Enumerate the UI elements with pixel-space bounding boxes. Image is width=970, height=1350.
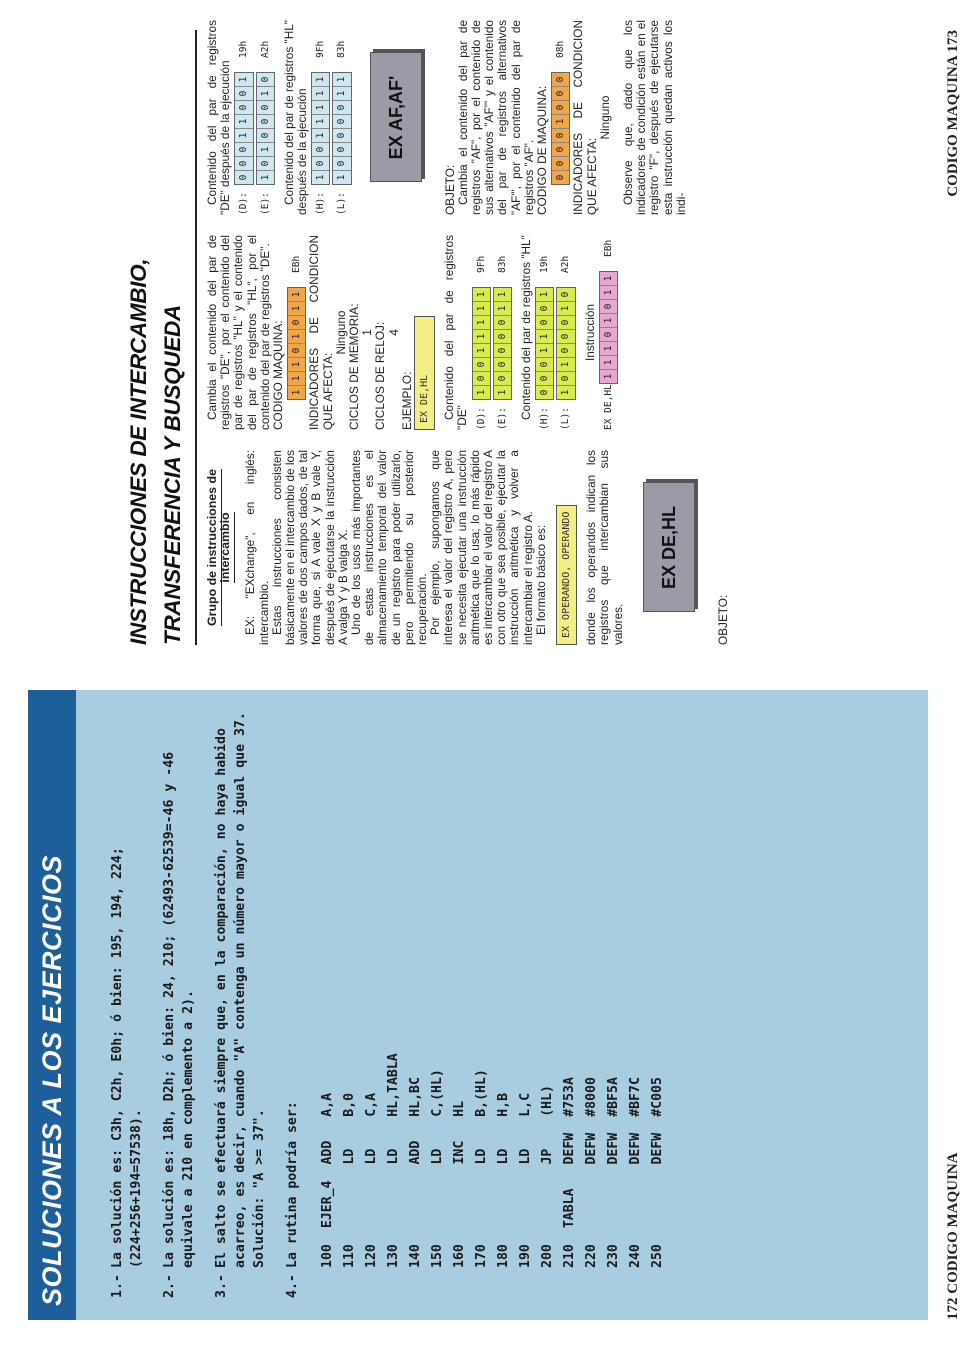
- bit-cell: 0: [557, 371, 574, 385]
- operand: #BF7C: [627, 1077, 643, 1117]
- solution-item: [212, 698, 269, 1298]
- instruccion-bits: [599, 271, 618, 384]
- bit-cell: 0: [552, 128, 569, 142]
- solution-number: 3.-: [214, 1274, 229, 1298]
- solution-text: La solución es: C3h, C2h, E0h; ó bien: 195, 194, 224; (224+256+194=57538).: [110, 839, 144, 1268]
- bit-cell: 0: [552, 170, 569, 184]
- codigo-hex: 08h: [555, 40, 567, 58]
- bit-cell: 1: [288, 329, 305, 343]
- operand: #C005: [649, 1077, 665, 1117]
- bit-cell: 1: [600, 272, 617, 285]
- register-hex: 9Fh: [475, 255, 487, 273]
- page-footer-left: 172 CODIGO MAQUINA: [945, 1152, 961, 1320]
- page-footer-right: CODIGO MAQUINA 173: [945, 30, 961, 197]
- code-line: [492, 1037, 514, 1268]
- register-bits: [556, 287, 575, 400]
- bit-cell: 1: [494, 301, 511, 315]
- bit-cell: 1: [600, 313, 617, 327]
- mnemonic: DEFW: [605, 1132, 621, 1165]
- code-line: [404, 1037, 426, 1268]
- code-line: [624, 1037, 646, 1268]
- indicadores-label: INDICADORES DE CONDICION QUE AFECTA:: [571, 20, 599, 215]
- line-number: 200: [539, 1244, 555, 1268]
- code-label: [382, 1165, 404, 1229]
- instruccion-row: [599, 235, 618, 430]
- code-line: [558, 1037, 580, 1268]
- bit-cell: 1: [557, 301, 574, 315]
- code-line: [338, 1037, 360, 1268]
- code-line: [646, 1037, 668, 1268]
- bit-cell: 1: [312, 170, 329, 184]
- bit-cell: 0: [257, 73, 274, 86]
- line-number: 100: [319, 1244, 335, 1268]
- paragraph: donde los operandos indican los registros que intercambian sus valores.: [584, 450, 625, 645]
- code-label: [624, 1165, 646, 1229]
- mnemonic: LD: [385, 1148, 401, 1165]
- column-2: [206, 235, 620, 430]
- mnemonic: LD: [363, 1148, 379, 1165]
- paragraph: Por ejemplo, supongamos que interesa el valor del registro A, pero se necesita ejecutar una instrucción aritmética que lo usa; lo más rápido es intercambiar el valor del registro A con otro que sea posible, ejecutar la instrucción aritmética y volver a intercambiar el registro A.: [428, 450, 535, 645]
- code-label: [470, 1165, 492, 1229]
- objeto-label: OBJETO:: [715, 594, 730, 645]
- bit-cell: 1: [235, 128, 252, 142]
- codigo-bits: [287, 287, 306, 400]
- ex-af-heading: EX AF,AF': [370, 53, 422, 183]
- solutions-title: SOLUCIONES A LOS EJERCICIOS: [28, 690, 76, 1320]
- code-label: TABLA: [561, 1188, 577, 1229]
- register-row: [556, 235, 575, 430]
- bit-cell: 1: [288, 371, 305, 385]
- line-number: 160: [451, 1244, 467, 1268]
- operand: #8000: [583, 1077, 599, 1117]
- bit-cell: 0: [333, 156, 350, 170]
- indicadores-value: Ninguno: [597, 95, 612, 140]
- bit-cell: 0: [235, 86, 252, 100]
- solution-item: [283, 698, 302, 1298]
- code-label: [602, 1165, 624, 1229]
- register-name: (D):: [238, 192, 250, 215]
- bit-cell: 0: [235, 170, 252, 184]
- code-label: [404, 1165, 426, 1229]
- bit-cell: 0: [557, 288, 574, 301]
- operand: (HL): [539, 1085, 555, 1117]
- bit-cell: 1: [333, 86, 350, 100]
- codigo-maquina-row: [287, 235, 306, 430]
- register-name: (E):: [496, 407, 508, 430]
- instruccion-name: EX DE,HL: [602, 384, 614, 430]
- bit-cell: 1: [536, 343, 553, 357]
- title-line-1: INSTRUCCIONES DE INTERCAMBIO,: [126, 258, 151, 645]
- codigo-hex: EBh: [291, 255, 303, 273]
- bit-cell: 0: [288, 343, 305, 357]
- bit-cell: 0: [288, 315, 305, 329]
- mnemonic: LD: [517, 1148, 533, 1165]
- paragraph: Cambia el contenido del par de registros "AF", por el contenido de sus alternativos "AF'" y el contenido del par de registros alternativos "AF'", por el contenido del par de registros "AF".: [455, 20, 536, 215]
- bit-cell: 1: [257, 86, 274, 100]
- objeto-label: OBJETO:: [442, 164, 457, 215]
- register-hex: 83h: [336, 40, 348, 58]
- mnemonic: JP: [539, 1148, 555, 1165]
- solution-number: 2.-: [162, 1274, 177, 1298]
- register-name: (L):: [560, 407, 572, 430]
- line-number: 170: [473, 1244, 489, 1268]
- solution-text: La rutina podría ser:: [285, 1101, 300, 1268]
- register-row: [256, 20, 275, 215]
- bit-cell: 0: [557, 329, 574, 343]
- assembly-listing: [316, 1037, 668, 1268]
- line-number: 180: [495, 1244, 511, 1268]
- bit-cell: 0: [557, 315, 574, 329]
- bit-cell: 1: [473, 329, 490, 343]
- bit-cell: 0: [494, 357, 511, 371]
- bit-cell: 0: [257, 100, 274, 114]
- mnemonic: INC: [451, 1140, 467, 1165]
- ejemplo-label: EJEMPLO:: [399, 371, 414, 430]
- register-bits: [472, 287, 491, 400]
- line-number: 120: [363, 1244, 379, 1268]
- format-wrap: [556, 450, 577, 645]
- register-hex: A2h: [560, 255, 572, 273]
- operand: L,C: [517, 1092, 533, 1117]
- bit-cell: 1: [536, 288, 553, 301]
- bit-cell: 0: [536, 357, 553, 371]
- bit-cell: 0: [333, 100, 350, 114]
- bit-cell: 1: [257, 170, 274, 184]
- registers-hl: [535, 235, 575, 430]
- line-number: 150: [429, 1244, 445, 1268]
- bit-cell: 1: [312, 128, 329, 142]
- bit-cell: 0: [536, 301, 553, 315]
- paragraph: Contenido del par de registros "DE" después de la ejecución: [205, 20, 233, 215]
- bit-cell: 1: [333, 73, 350, 86]
- bit-cell: 1: [473, 315, 490, 329]
- title-line-2: TRANSFERENCIA Y BUSQUEDA: [160, 305, 185, 645]
- code-label: [360, 1165, 382, 1229]
- code-line: [360, 1037, 382, 1268]
- bit-cell: 0: [600, 327, 617, 341]
- column-1: [206, 450, 730, 645]
- paragraph: Estas instrucciones consisten básicamente en el intercambio de los valores de dos campos dados, de tal forma que, si A vale X y B vale Y, después de ejecutarse la instrucción A valga Y y B valga X.: [269, 450, 350, 645]
- register-name: (L):: [336, 192, 348, 215]
- bit-cell: 1: [552, 114, 569, 128]
- codigo-label: CODIGO DE MAQUINA:: [535, 85, 550, 215]
- bit-cell: 1: [235, 114, 252, 128]
- registers-hl-after: [311, 20, 351, 215]
- line-number: 140: [407, 1244, 423, 1268]
- mnemonic: LD: [429, 1148, 445, 1165]
- line-number: 250: [649, 1244, 665, 1268]
- line-number: 190: [517, 1244, 533, 1268]
- mnemonic: LD: [495, 1148, 511, 1165]
- ciclos-memoria-value: 1: [360, 329, 375, 336]
- register-hex: 19h: [238, 40, 250, 58]
- register-row: [493, 235, 512, 430]
- bit-cell: 0: [552, 156, 569, 170]
- bit-cell: 1: [536, 329, 553, 343]
- format-box: EX OPERANDO, OPERANDO: [556, 505, 577, 645]
- bit-cell: 1: [288, 288, 305, 301]
- mnemonic: DEFW: [649, 1132, 665, 1165]
- line-number: 230: [605, 1244, 621, 1268]
- bit-cell: 1: [600, 285, 617, 299]
- paragraph: Contenido del par de registros "HL": [519, 235, 534, 420]
- register-bits: [493, 287, 512, 400]
- line-number: 210: [561, 1244, 577, 1268]
- bit-cell: 1: [288, 385, 305, 399]
- bit-cell: 1: [473, 288, 490, 301]
- bit-cell: 1: [473, 385, 490, 399]
- register-name: (H):: [539, 407, 551, 430]
- bit-cell: 1: [494, 385, 511, 399]
- bit-cell: 0: [536, 315, 553, 329]
- registers-de: [472, 235, 512, 430]
- mnemonic: DEFW: [583, 1132, 599, 1165]
- register-name: (H):: [315, 192, 327, 215]
- mnemonic: ADD: [319, 1140, 335, 1165]
- register-bits: [234, 72, 253, 185]
- code-line: [382, 1037, 404, 1268]
- code-line: [580, 1037, 602, 1268]
- bit-cell: 0: [536, 385, 553, 399]
- bit-cell: 0: [536, 371, 553, 385]
- bit-cell: 1: [473, 343, 490, 357]
- register-name: (D):: [475, 407, 487, 430]
- bit-cell: 0: [235, 100, 252, 114]
- bit-cell: 0: [600, 299, 617, 313]
- mnemonic: LD: [341, 1148, 357, 1165]
- code-line: [426, 1037, 448, 1268]
- solution-number: 4.-: [285, 1274, 300, 1298]
- code-line: [448, 1037, 470, 1268]
- ex-de-hl-heading: EX DE,HL: [643, 483, 695, 613]
- ejemplo-box: EX DE,HL: [414, 316, 435, 430]
- operand: A,A: [319, 1092, 335, 1117]
- solution-item: [108, 698, 146, 1298]
- register-name: (E):: [259, 192, 271, 215]
- code-line: [602, 1037, 624, 1268]
- operand: HL,TABLA: [385, 1053, 401, 1117]
- operand: #753A: [561, 1077, 577, 1117]
- register-bits: [256, 72, 275, 185]
- bit-cell: 0: [333, 114, 350, 128]
- bit-cell: 0: [494, 343, 511, 357]
- bit-cell: 0: [552, 86, 569, 100]
- paragraph: Cambia el contenido del par de registros "DE", por el contenido del par de registros "HL" y el contenido del par de registros "HL", por el contenido del par de registros "DE".: [205, 235, 272, 430]
- indicadores-value: Ninguno: [333, 310, 348, 355]
- ciclos-reloj-value: 4: [386, 329, 401, 336]
- register-hex: 9Fh: [315, 40, 327, 58]
- register-row: [472, 235, 491, 430]
- bit-cell: 0: [473, 371, 490, 385]
- bit-cell: 1: [473, 301, 490, 315]
- code-label: [514, 1165, 536, 1229]
- code-line: [536, 1037, 558, 1268]
- paragraph: Contenido del par de registros "HL" después de la ejecución: [281, 20, 310, 215]
- bit-cell: 0: [494, 371, 511, 385]
- register-row: [311, 20, 330, 215]
- register-row: [535, 235, 554, 430]
- bit-cell: 0: [312, 156, 329, 170]
- bit-cell: 0: [333, 128, 350, 142]
- bit-cell: 1: [312, 100, 329, 114]
- instruccion-label: Instrucción: [582, 303, 597, 362]
- register-row: [332, 20, 351, 215]
- bit-cell: 1: [557, 357, 574, 371]
- bit-cell: 1: [600, 369, 617, 383]
- operand: B,(HL): [473, 1069, 489, 1117]
- mnemonic: LD: [473, 1148, 489, 1165]
- operand: HL: [451, 1100, 467, 1117]
- code-label: [646, 1165, 668, 1229]
- code-label: [426, 1165, 448, 1229]
- bit-cell: 0: [257, 114, 274, 128]
- bit-cell: 1: [288, 357, 305, 371]
- operand: C,A: [363, 1092, 379, 1117]
- bit-cell: 1: [333, 170, 350, 184]
- bit-cell: 0: [257, 156, 274, 170]
- indicadores-label: INDICADORES DE CONDICION QUE AFECTA:: [307, 235, 335, 430]
- registers-de-after: [234, 20, 274, 215]
- bit-cell: 1: [557, 385, 574, 399]
- bit-cell: 0: [494, 315, 511, 329]
- paragraph: Observe que, dado que los indicadores de condición están en el registro "F", después de ejecutarse esta instrucción quedan activos los indi-: [621, 20, 688, 215]
- line-number: 130: [385, 1244, 401, 1268]
- mnemonic: ADD: [407, 1140, 423, 1165]
- solution-text: La solución es: 18h, D2h; ó bien: 24, 210; (62493-62539=-46 y -46 equivale a 210 en complemento a 2).: [162, 743, 196, 1268]
- codigo-maquina-row: [551, 20, 570, 215]
- page-title: [122, 259, 190, 645]
- solutions-box: [28, 690, 928, 1320]
- bit-cell: 0: [552, 142, 569, 156]
- title-rule: [195, 30, 197, 645]
- register-bits: [311, 72, 330, 185]
- bit-cell: 1: [235, 73, 252, 86]
- code-label: [536, 1165, 558, 1229]
- codigo-bits: [551, 72, 570, 185]
- instruccion-hex: EBh: [602, 239, 614, 257]
- register-row: [234, 20, 253, 215]
- code-label: EJER_4: [319, 1180, 335, 1229]
- line-number: 220: [583, 1244, 599, 1268]
- bit-cell: 1: [257, 142, 274, 156]
- code-line: [316, 1037, 338, 1268]
- left-page: [0, 675, 970, 1350]
- operand: #BF5A: [605, 1077, 621, 1117]
- operand: B,0: [341, 1092, 357, 1117]
- register-bits: [332, 72, 351, 185]
- bit-cell: 0: [557, 343, 574, 357]
- bit-cell: 0: [552, 73, 569, 86]
- code-label: [338, 1165, 360, 1229]
- section-heading: Grupo de instrucciones de intercambio: [206, 450, 232, 645]
- code-line: [514, 1037, 536, 1268]
- ciclos-memoria-label: CICLOS DE MEMORIA:: [347, 303, 362, 430]
- paragraph: Contenido del par de registros "DE": [442, 235, 470, 430]
- solution-number: 1.-: [110, 1274, 125, 1298]
- code-label: [448, 1165, 470, 1229]
- solutions-body: [108, 698, 668, 1298]
- bit-cell: 0: [494, 329, 511, 343]
- mnemonic: DEFW: [627, 1132, 643, 1165]
- register-bits: [535, 287, 554, 400]
- operand: H,B: [495, 1092, 511, 1117]
- bit-cell: 0: [235, 156, 252, 170]
- register-hex: 19h: [539, 255, 551, 273]
- paragraph: El formato básico es:: [533, 524, 548, 635]
- ejemplo-wrap: [414, 235, 435, 430]
- bit-cell: 1: [312, 86, 329, 100]
- column-3: [206, 20, 688, 215]
- code-label: [492, 1165, 514, 1229]
- paragraph: Uno de los usos más importantes de estas instrucciones es el almacenamiento temporal del valor de un registro para poder utilizarlo, pero permitiendo su posterior recuperación.: [349, 450, 430, 645]
- bit-cell: 1: [312, 73, 329, 86]
- bit-cell: 0: [552, 100, 569, 114]
- ciclos-reloj-label: CICLOS DE RELOJ:: [373, 321, 388, 430]
- operand: C,(HL): [429, 1069, 445, 1117]
- bit-cell: 0: [473, 357, 490, 371]
- bit-cell: 1: [600, 341, 617, 355]
- solution-text: El salto se efectuará siempre que, en la comparación, no haya habido acarreo, es decir, cuando "A" contenga un número mayor o igual que 37. Solución: "A >= 37".: [214, 704, 267, 1268]
- operand: HL,BC: [407, 1077, 423, 1117]
- bit-cell: 1: [494, 288, 511, 301]
- solution-item: [160, 698, 198, 1298]
- bit-cell: 1: [288, 301, 305, 315]
- code-line: [470, 1037, 492, 1268]
- register-hex: 83h: [496, 255, 508, 273]
- code-label: [580, 1165, 602, 1229]
- bit-cell: 0: [257, 128, 274, 142]
- paragraph: EX: "EXchange", en inglés: intercambio.: [243, 450, 271, 645]
- register-hex: A2h: [259, 40, 271, 58]
- bit-cell: 0: [333, 142, 350, 156]
- bit-cell: 0: [235, 142, 252, 156]
- mnemonic: DEFW: [561, 1132, 577, 1165]
- line-number: 240: [627, 1244, 643, 1268]
- codigo-label: CODIGO MAQUINA:: [271, 320, 286, 430]
- bit-cell: 0: [312, 142, 329, 156]
- line-number: 110: [341, 1244, 357, 1268]
- bit-cell: 1: [312, 114, 329, 128]
- bit-cell: 1: [600, 355, 617, 369]
